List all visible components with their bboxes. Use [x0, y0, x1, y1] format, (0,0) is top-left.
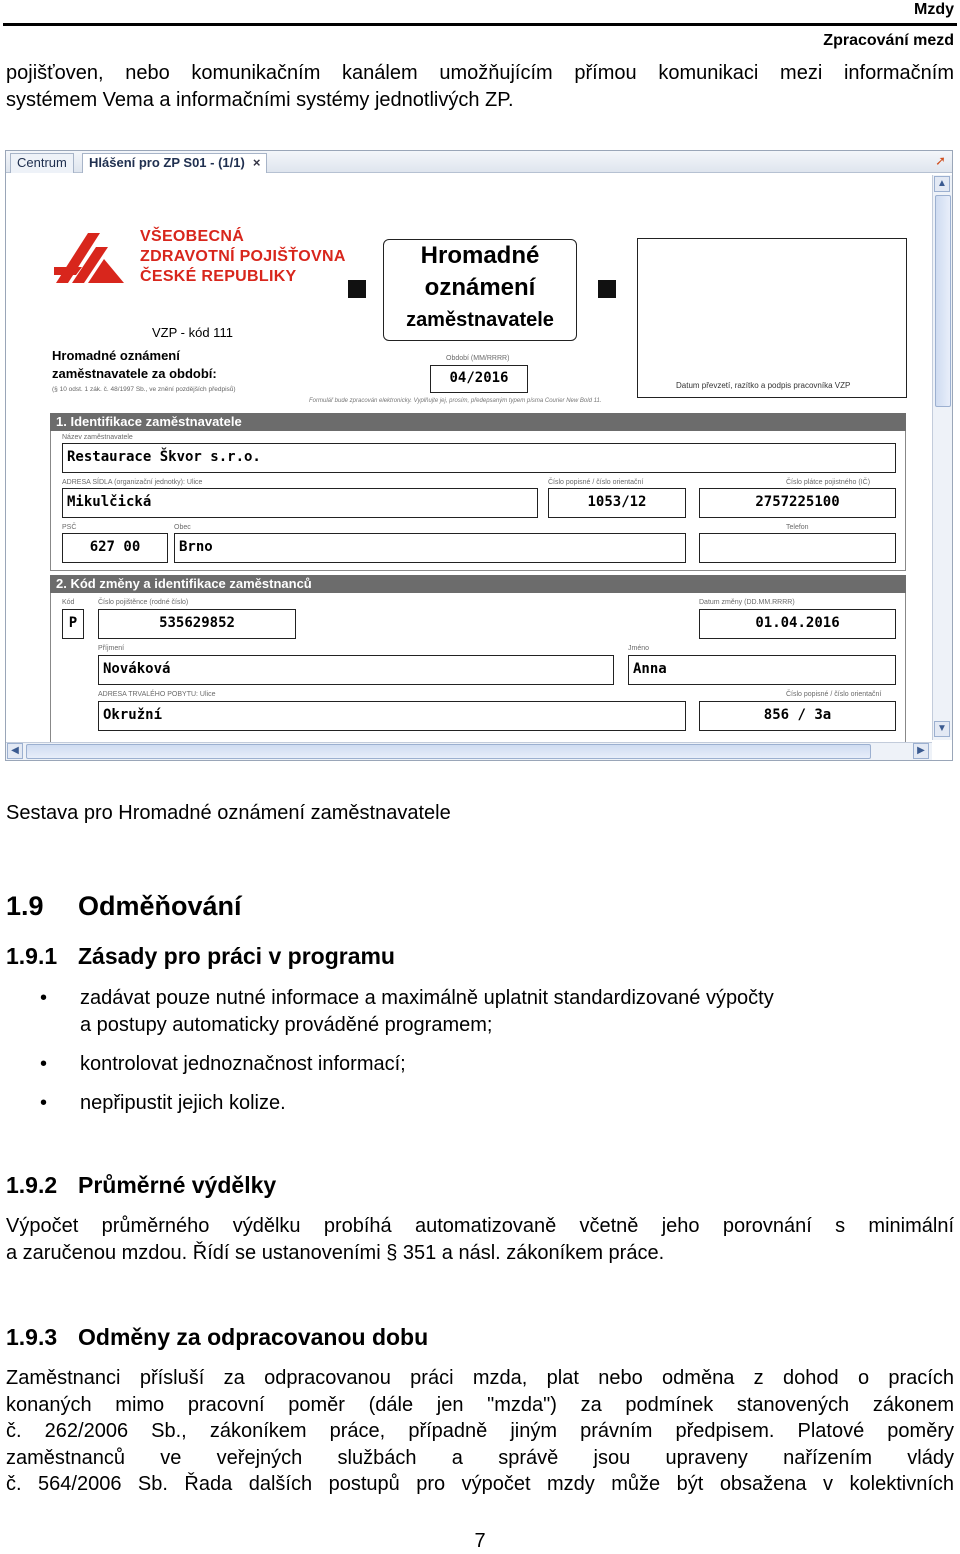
permanent-street-field[interactable]: Okružní — [98, 701, 686, 731]
heading-1-9-1 — [6, 943, 395, 970]
list-item: • zadávat pouze nutné informace a maximálně uplatnit standardizované výpočty a postupy automaticky prováděné programem; — [40, 985, 920, 1039]
header-section: Mzdy — [914, 1, 954, 18]
horizontal-scrollbar[interactable] — [6, 742, 932, 760]
close-icon[interactable]: × — [252, 155, 261, 170]
employer-name-field[interactable]: Restaurace Škvor s.r.o. — [62, 443, 896, 473]
scroll-up-icon[interactable]: ▲ — [934, 176, 950, 192]
period-field[interactable]: 04/2016 — [430, 365, 528, 393]
paragraph-1-9-2: Výpočet průměrného výdělku probíhá automatizovaně včetně jeho porovnání s minimální a zaručenou mzdou. Řídí se ustanoveními § 351 a násl. zákoníkem práce. — [6, 1215, 954, 1264]
vertical-scroll-thumb[interactable] — [935, 195, 951, 407]
tab-hlaseni-zp[interactable]: Hlášení pro ZP S01 - (1/1) × — [82, 153, 267, 173]
employer-zip-label: PSČ — [62, 524, 77, 531]
heading-number: 1.9.1 — [6, 943, 58, 969]
form-title-box: Hromadné oznámení zaměstnavatele — [383, 239, 577, 341]
tab-centrum[interactable]: Centrum — [10, 153, 74, 173]
header-subsection: Zpracování mezd — [823, 32, 954, 49]
firstname-label: Jméno — [628, 645, 650, 652]
pin-icon[interactable]: ➚ — [935, 153, 946, 168]
heading-1-9-3 — [6, 1324, 428, 1351]
section-1-title: 1. Identifikace zaměstnavatele — [50, 413, 906, 431]
surname-label: Příjmení — [98, 645, 125, 652]
payer-number-field[interactable]: 2757225100 — [699, 488, 896, 518]
scroll-right-icon[interactable]: ▶ — [913, 743, 929, 759]
employer-street-label: ADRESA SÍDLA (organizační jednotky): Ulice — [62, 479, 203, 486]
heading-number: 1.9 — [6, 891, 44, 921]
paragraph-1-9-3: Zaměstnanci přísluší za odpracovanou práci mzda, plat nebo odměna z dohod o pracích konaných mimo pracovní poměr (dále jen "mzda") za podmínek stanovených zákonem č. 262/2006 Sb., zákoníkem práce, případně jiným právním předpisem. Platové poměry zaměstnanců ve veřejných službách a správě jsou upraveny nařízením vlády č. 564/2006 Sb. Řada dalších postupů pro výpočet mzdy může být obsažena v kolektivních — [6, 1367, 954, 1495]
stamp-box — [637, 238, 907, 398]
employer-zip-field[interactable]: 627 00 — [62, 533, 168, 563]
screenshot-caption: Sestava pro Hromadné oznámení zaměstnavatele — [6, 802, 451, 824]
vzp-logo-icon — [52, 227, 128, 287]
heading-number: 1.9.3 — [6, 1324, 58, 1350]
heading-title: Odměny za odpracovanou dobu — [78, 1324, 429, 1350]
permanent-street-label: ADRESA TRVALÉHO POBYTU: Ulice — [98, 691, 216, 698]
permanent-house-field[interactable]: 856 / 3a — [699, 701, 896, 731]
employer-house-label: Číslo popisné / číslo orientační — [548, 479, 644, 486]
change-date-field[interactable]: 01.04.2016 — [699, 609, 896, 639]
employer-city-label: Obec — [174, 524, 191, 531]
section-2-title: 2. Kód změny a identifikace zaměstnanců — [50, 575, 906, 593]
heading-title: Zásady pro práci v programu — [78, 943, 395, 969]
list-item: • nepřipustit jejich kolize. — [40, 1090, 920, 1117]
period-label: Období (MM/RRRR) — [446, 355, 510, 362]
heading-title: Odměňování — [78, 891, 242, 921]
surname-field[interactable]: Nováková — [98, 655, 614, 685]
insurer-code: VZP - kód 111 — [152, 325, 233, 340]
square-marker-left — [348, 280, 366, 298]
insurer-name: VŠEOBECNÁ ZDRAVOTNÍ POJIŠŤOVNA ČESKÉ REPUBLIKY — [140, 228, 346, 285]
horizontal-scroll-thumb[interactable] — [26, 744, 871, 759]
change-code-label: Kód — [62, 599, 75, 606]
scroll-down-icon[interactable]: ▼ — [934, 721, 950, 737]
square-marker-right — [598, 280, 616, 298]
form-title-left: Hromadné oznámení zaměstnavatele za období: — [52, 348, 217, 381]
insured-number-field[interactable]: 535629852 — [98, 609, 296, 639]
vertical-scrollbar[interactable] — [932, 175, 952, 740]
insured-number-label: Číslo pojištěnce (rodné číslo) — [98, 599, 189, 606]
list-item: • kontrolovat jednoznačnost informací; — [40, 1051, 920, 1078]
employer-phone-field[interactable] — [699, 533, 896, 563]
intro-line-2: systémem Vema a informačními systémy jednotlivých ZP. — [6, 88, 514, 111]
heading-1-9-2 — [6, 1172, 276, 1199]
heading-1-9 — [6, 891, 242, 922]
principles-list — [40, 985, 920, 1117]
page-number: 7 — [474, 1530, 486, 1552]
intro-paragraph — [6, 60, 954, 113]
format-note: Formulář bude zpracován elektronicky. Vyplňujte jej, prosím, předepsaným typem písma Courier New Bold 11. — [309, 398, 602, 404]
tab-bar — [6, 151, 952, 173]
form-legal-note: (§ 10 odst. 1 zák. č. 48/1997 Sb., ve znění pozdějších předpisů) — [52, 386, 236, 393]
stamp-caption: Datum převzetí, razítko a podpis pracovníka VZP — [676, 381, 851, 390]
payer-number-label: Číslo plátce pojistného (IČ) — [786, 479, 871, 486]
employer-name-label: Název zaměstnavatele — [62, 434, 133, 441]
employer-phone-label: Telefon — [786, 524, 809, 531]
employer-street-field[interactable]: Mikulčická — [62, 488, 538, 518]
permanent-house-label: Číslo popisné / číslo orientační — [786, 691, 882, 698]
employer-house-field[interactable]: 1053/12 — [548, 488, 686, 518]
heading-title: Průměrné výdělky — [78, 1172, 277, 1198]
app-screenshot — [5, 150, 953, 761]
heading-number: 1.9.2 — [6, 1172, 58, 1198]
intro-line-1: pojišťoven, nebo komunikačním kanálem umožňujícím přímou komunikaci mezi informačním — [6, 62, 954, 84]
change-code-field[interactable]: P — [62, 609, 84, 639]
change-date-label: Datum změny (DD.MM.RRRR) — [699, 599, 795, 606]
scroll-left-icon[interactable]: ◀ — [7, 743, 23, 759]
employer-city-field[interactable]: Brno — [174, 533, 686, 563]
firstname-field[interactable]: Anna — [628, 655, 896, 685]
header-rule — [3, 23, 957, 26]
report-form — [6, 175, 932, 741]
